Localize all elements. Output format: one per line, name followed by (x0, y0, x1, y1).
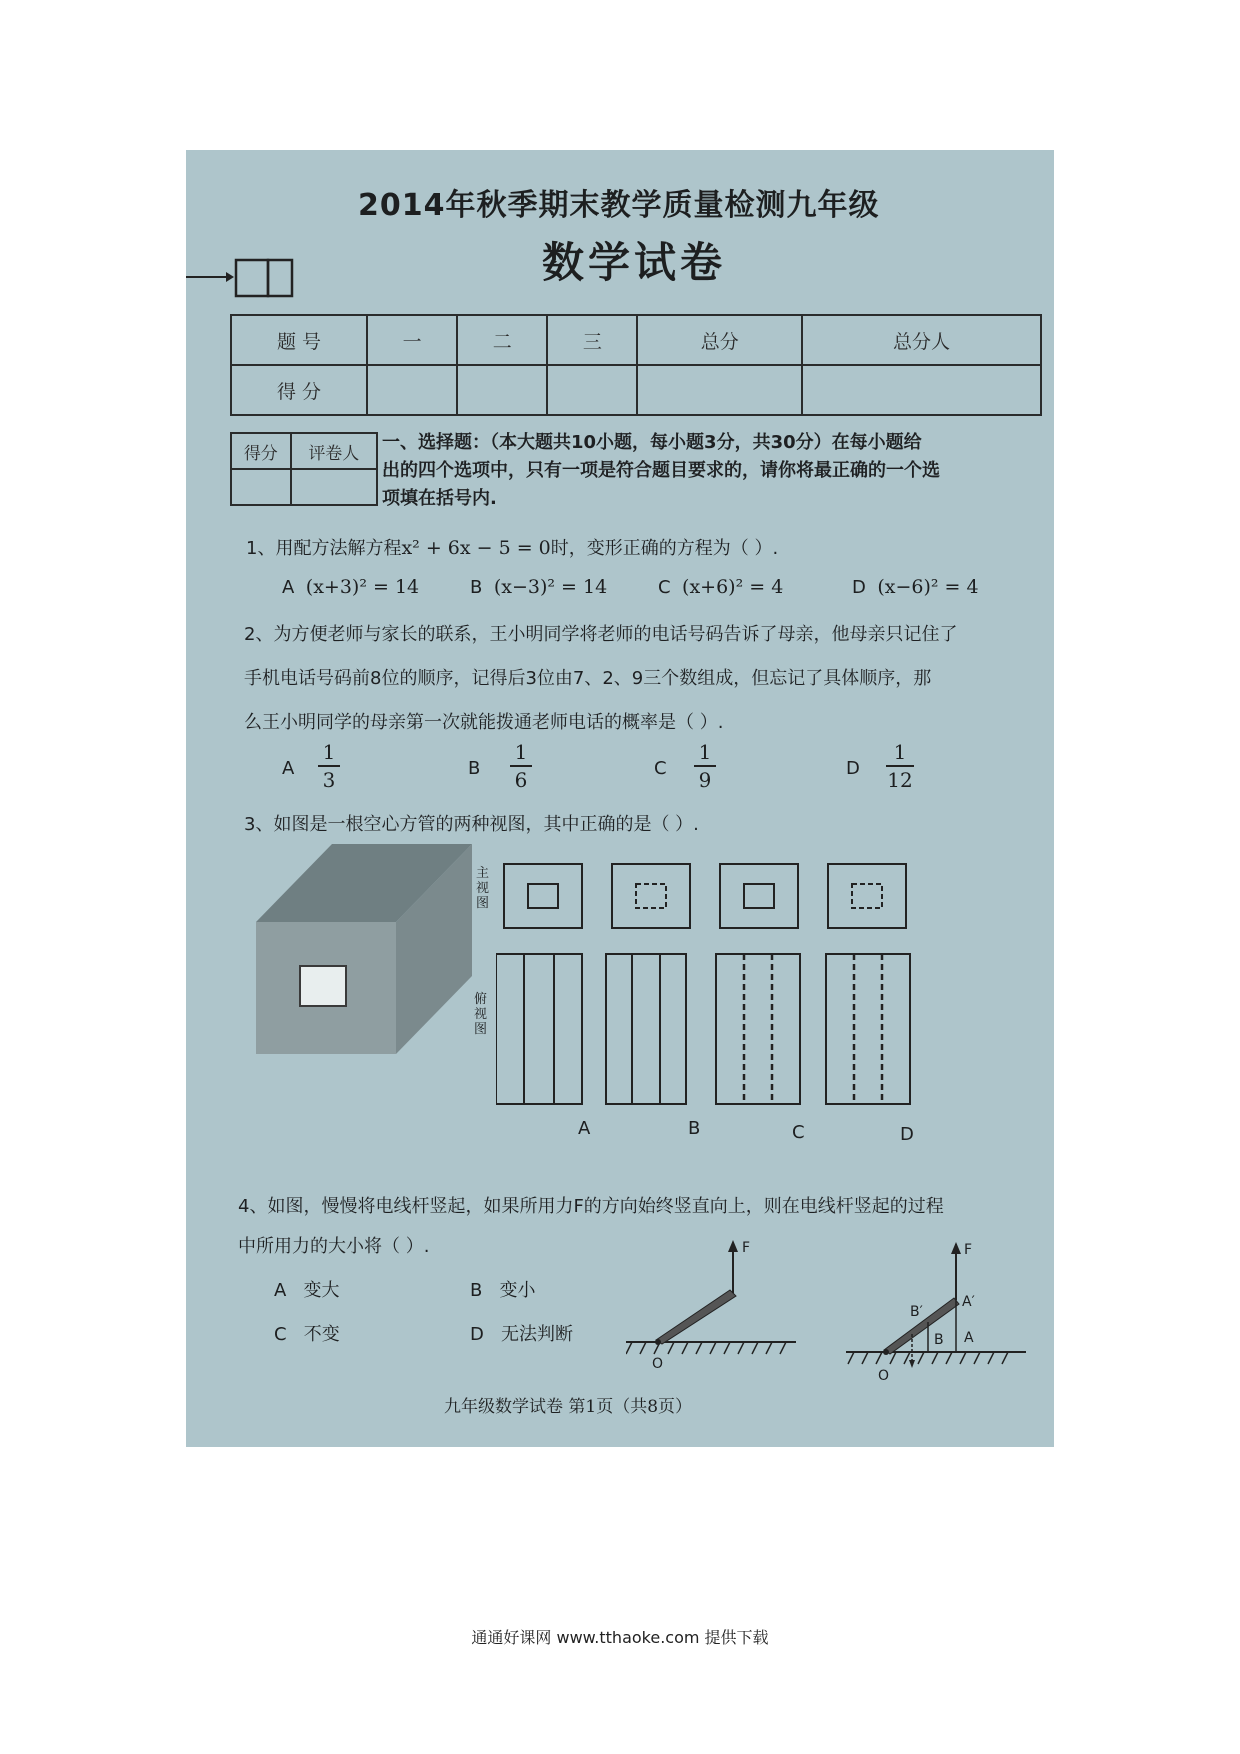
score-header-cell: 二 (457, 315, 547, 365)
fig2-label-a: A (964, 1330, 974, 1346)
score-header-cell: 总分 (637, 315, 802, 365)
q1-suffix: 时，变形正确的方程为（ ）. (550, 538, 779, 559)
grader-score-cell[interactable] (231, 469, 291, 505)
grader-name-cell[interactable] (291, 469, 377, 505)
q2-line1: 2、为方便老师与家长的联系，王小明同学将老师的电话号码告诉了母亲，他母亲只记住了 (244, 624, 958, 645)
q2-option-a-label[interactable]: A (282, 758, 295, 779)
score-cell[interactable] (547, 365, 637, 415)
q3-option-b[interactable]: B (688, 1118, 701, 1139)
fig2-label-a-prime: A′ (962, 1294, 975, 1310)
q3-option-c[interactable]: C (792, 1122, 805, 1143)
q2-option-b-fraction: 1 6 (510, 740, 532, 792)
exam-photo (186, 150, 1054, 1447)
score-header-cell: 一 (367, 315, 457, 365)
q2-option-c-fraction: 1 9 (694, 740, 716, 792)
q3-text: 3、如图是一根空心方管的两种视图，其中正确的是（ ）. (244, 814, 699, 835)
grader-name-label: 评卷人 (291, 433, 377, 469)
score-row-label: 得 分 (231, 365, 367, 415)
site-footer: 通通好课网 www.tthaoke.com 提供下载 (471, 1628, 769, 1647)
fig2-label-b-prime: B′ (910, 1304, 923, 1320)
top-view-label: 俯视图 (474, 992, 488, 1037)
score-header-cell: 总分人 (802, 315, 1041, 365)
fig1-label-f: F (742, 1240, 751, 1256)
exam-subtitle: 数学试卷 (542, 238, 727, 287)
q4-option-b[interactable]: B 变小 (470, 1280, 536, 1301)
front-view-label: 主视图 (476, 866, 490, 911)
exam-title: 2014年秋季期末教学质量检测九年级 (358, 188, 880, 223)
q1-option-a[interactable]: A (x+3)² = 14 (282, 576, 420, 598)
margin-arrow-icon (186, 252, 296, 302)
q2-option-d-fraction: 1 12 (887, 740, 913, 792)
q4-line2: 中所用力的大小将（ ）. (238, 1236, 430, 1257)
q2-line3: 么王小明同学的母亲第一次就能拨通老师电话的概率是（ ）. (244, 712, 724, 733)
q2-option-b-label[interactable]: B (468, 758, 481, 779)
q2-line2: 手机电话号码前8位的顺序，记得后3位由7、2、9三个数组成，但忘记了具体顺序，那 (244, 668, 932, 689)
exam-page-footer: 九年级数学试卷 第1页（共8页） (444, 1397, 693, 1417)
q1-option-d[interactable]: D (x−6)² = 4 (852, 576, 979, 598)
q2-option-d-label[interactable]: D (846, 758, 860, 779)
score-cell[interactable] (802, 365, 1041, 415)
hollow-pipe-figure (256, 826, 476, 1058)
q4-option-a[interactable]: A 变大 (274, 1280, 340, 1301)
q3-option-d[interactable]: D (900, 1124, 914, 1145)
grader-box (230, 432, 378, 506)
fig2-label-b: B (934, 1332, 944, 1348)
front-views-row (496, 860, 1016, 940)
score-cell[interactable] (637, 365, 802, 415)
q1-equation: x² + 6x − 5 = 0 (401, 537, 551, 559)
section1-line1: 一、选择题：（本大题共10小题，每小题3分，共30分）在每小题给 (382, 432, 922, 453)
q3-option-a[interactable]: A (578, 1118, 591, 1139)
q2-option-c-label[interactable]: C (654, 758, 667, 779)
q4-option-c[interactable]: C 不变 (274, 1324, 340, 1345)
section1-line2: 出的四个选项中，只有一项是符合题目要求的，请你将最正确的一个选 (382, 460, 940, 481)
q4-line1: 4、如图，慢慢将电线杆竖起，如果所用力F的方向始终竖直向上，则在电线杆竖起的过程 (238, 1196, 944, 1217)
fig2-label-f: F (964, 1242, 973, 1258)
score-header-cell: 三 (547, 315, 637, 365)
fig2-label-o: O (878, 1368, 890, 1384)
score-cell[interactable] (367, 365, 457, 415)
q1-text (246, 534, 778, 560)
grader-score-label: 得分 (231, 433, 291, 469)
q1-option-b[interactable]: B (x−3)² = 14 (470, 576, 608, 598)
fig1-label-o: O (652, 1356, 664, 1372)
q2-option-a-fraction: 1 3 (318, 740, 340, 792)
score-table (230, 314, 1042, 416)
q4-option-d[interactable]: D 无法判断 (470, 1324, 574, 1345)
q1-prefix: 1、用配方法解方程 (246, 538, 402, 559)
score-header-cell: 题 号 (231, 315, 367, 365)
score-cell[interactable] (457, 365, 547, 415)
q1-option-c[interactable]: C (x+6)² = 4 (658, 576, 784, 598)
pole-figure-1 (626, 1240, 806, 1370)
top-views-row (496, 950, 1016, 1110)
pole-figure-2 (846, 1240, 1036, 1390)
section1-line3: 项填在括号内. (382, 488, 497, 509)
